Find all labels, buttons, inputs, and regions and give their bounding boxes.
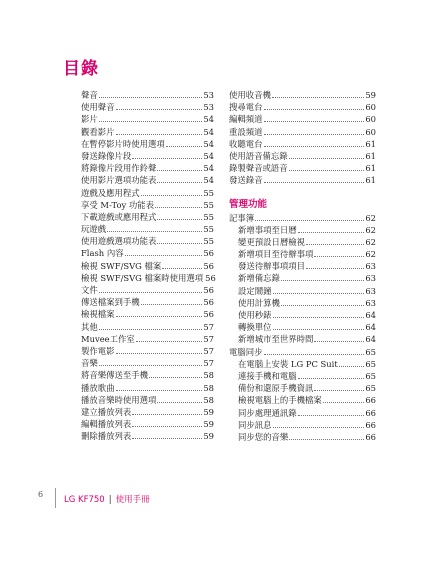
toc-entry-page: 55	[203, 199, 214, 210]
toc-entry[interactable]	[81, 321, 214, 333]
toc-entry-page: 58	[203, 394, 214, 405]
toc-entry-label: 檢視檔案	[81, 309, 115, 320]
toc-entry-page: 54	[203, 175, 214, 186]
toc-entry-label: 搜尋電台	[229, 102, 263, 113]
dot-leader	[99, 321, 203, 330]
toc-entry[interactable]	[81, 284, 214, 296]
dot-leader	[281, 272, 364, 281]
toc-entry-page: 56	[203, 309, 214, 320]
dot-leader	[314, 382, 364, 391]
toc-entry[interactable]	[229, 138, 376, 150]
toc-entry[interactable]	[81, 247, 214, 259]
dot-leader	[99, 89, 203, 98]
toc-entry-label: 檢視電腦上的手機檔案	[238, 395, 322, 406]
toc-entry[interactable]	[81, 272, 214, 284]
toc-entry-label: 建立播放列表	[81, 406, 132, 417]
toc-entry-page: 65	[365, 358, 376, 369]
dot-leader	[306, 260, 364, 269]
toc-entry-label: 檢視 SWF/SVG 檔案時使用選項	[81, 272, 204, 283]
toc-entry-label: 新增項目至待辦事項	[238, 249, 314, 260]
toc-entry-page: 56	[203, 297, 214, 308]
toc-entry-page: 62	[365, 212, 376, 223]
toc-entry[interactable]	[229, 285, 376, 297]
toc-entry[interactable]	[81, 162, 214, 174]
dot-leader	[264, 138, 365, 147]
toc-entry-label: 同步處理通訊錄	[238, 407, 297, 418]
toc-entry-page: 63	[365, 297, 376, 308]
toc-entry-label: 玩遊戲	[81, 224, 107, 235]
dot-leader	[132, 150, 202, 159]
toc-entry-page: 66	[365, 407, 376, 418]
dot-leader	[264, 113, 365, 122]
toc-entry[interactable]	[229, 394, 376, 406]
toc-entry[interactable]	[81, 296, 214, 308]
toc-entry-label: Muvee工作室	[81, 333, 135, 344]
toc-entry-page: 55	[203, 236, 214, 247]
toc-entry-label: 連接手機和電腦	[238, 370, 297, 381]
toc-entry[interactable]	[229, 333, 376, 345]
toc-entry-label: 編輯頻道	[229, 114, 263, 125]
dot-leader	[289, 431, 364, 440]
toc-entry-page: 57	[203, 321, 214, 332]
section-heading-management: 管理功能	[229, 198, 268, 210]
dot-leader	[157, 211, 202, 220]
toc-left-column	[81, 89, 214, 442]
toc-entry-page: 62	[365, 236, 376, 247]
toc-entry-label: 影片	[81, 114, 98, 125]
toc-entry-label: 使用語音備忘錄	[229, 150, 288, 161]
dot-leader	[99, 357, 203, 366]
toc-entry-label: 新增城市至世界時間	[238, 334, 314, 345]
toc-entry-label: 聲音	[81, 90, 98, 100]
toc-entry-page: 59	[203, 406, 214, 417]
toc-entry-label: 同步您的音樂	[238, 431, 289, 442]
toc-entry-label: 享受 M-Toy 功能表	[81, 199, 155, 210]
toc-entry[interactable]	[229, 297, 376, 309]
toc-entry[interactable]	[229, 174, 376, 186]
toc-entry-page: 63	[365, 261, 376, 272]
toc-entry-page: 54	[203, 126, 214, 137]
toc-entry-page: 60	[365, 102, 376, 113]
toc-entry[interactable]	[229, 358, 376, 370]
dot-leader	[255, 212, 364, 221]
dot-leader	[99, 284, 203, 293]
toc-entry-label: 將錄像片段用作鈴聲	[81, 163, 157, 174]
toc-entry[interactable]	[229, 272, 376, 284]
toc-entry-page: 60	[365, 114, 376, 125]
toc-entry-page: 63	[365, 285, 376, 296]
toc-entry[interactable]	[81, 126, 214, 138]
dot-leader	[289, 162, 365, 171]
toc-entry[interactable]	[81, 138, 214, 150]
dot-leader	[157, 174, 202, 183]
toc-entry[interactable]	[229, 212, 376, 224]
toc-entry[interactable]	[229, 248, 376, 260]
toc-entry-page: 56	[203, 285, 214, 295]
toc-entry[interactable]	[81, 260, 214, 272]
toc-entry-page: 56	[205, 272, 216, 283]
toc-entry-page: 53	[203, 102, 214, 113]
toc-entry[interactable]	[81, 113, 214, 125]
toc-entry-label: 重設頻道	[229, 126, 263, 137]
toc-entry-label: 備份和還原手機資訊	[238, 383, 314, 394]
dot-leader	[116, 126, 203, 135]
dot-leader	[314, 333, 364, 342]
toc-entry[interactable]	[229, 382, 376, 394]
dot-leader	[141, 296, 203, 305]
dot-leader	[116, 382, 203, 391]
dot-leader	[116, 345, 203, 354]
toc-entry[interactable]	[81, 235, 214, 247]
dot-leader	[125, 247, 203, 256]
toc-entry-label: 檢視 SWF/SVG 檔案	[81, 260, 162, 271]
dot-leader	[162, 260, 202, 269]
toc-entry[interactable]	[229, 126, 376, 138]
dot-leader	[157, 162, 202, 171]
dot-leader	[298, 370, 365, 379]
toc-entry-label: 變更預設日曆檢視	[238, 236, 305, 247]
toc-entry[interactable]	[229, 101, 376, 113]
dot-leader	[116, 101, 203, 110]
toc-entry[interactable]	[229, 224, 376, 236]
toc-entry[interactable]	[81, 382, 214, 394]
toc-entry-page: 55	[203, 211, 214, 222]
dot-leader	[314, 248, 364, 257]
toc-entry-page: 65	[365, 346, 376, 357]
toc-entry[interactable]	[229, 346, 376, 358]
toc-entry-page: 57	[203, 333, 214, 344]
toc-entry[interactable]	[81, 369, 214, 381]
toc-entry[interactable]	[229, 321, 376, 333]
toc-entry-label: 發送待辦事項項目	[238, 261, 305, 272]
toc-entry-label: 其他	[81, 321, 98, 332]
toc-entry[interactable]	[229, 407, 376, 419]
dot-leader	[273, 285, 365, 294]
toc-entry-label: 使用聲音	[81, 102, 115, 113]
toc-entry-label: 製作電影	[81, 345, 115, 356]
page-number: 6	[38, 490, 44, 499]
dot-leader	[339, 358, 365, 367]
dot-leader	[264, 126, 365, 135]
toc-entry-page: 54	[203, 114, 214, 125]
toc-entry-label: Flash 內容	[81, 248, 124, 259]
toc-entry-label: 音樂	[81, 358, 98, 369]
toc-entry[interactable]	[81, 223, 214, 235]
dot-leader	[149, 369, 202, 378]
toc-entry-page: 57	[203, 358, 214, 369]
toc-entry-label: 使用遊戲選項功能表	[81, 236, 157, 247]
toc-entry[interactable]	[81, 199, 214, 211]
toc-entry-label: 播放音樂時使用選項	[81, 394, 157, 405]
dot-leader	[264, 174, 365, 183]
toc-entry-label: 使用收音機	[229, 90, 271, 100]
dot-leader	[323, 394, 365, 403]
toc-entry-label: 刪除播放列表	[81, 431, 132, 442]
toc-entry[interactable]	[81, 357, 214, 369]
dot-leader	[166, 138, 203, 147]
toc-entry[interactable]	[229, 370, 376, 382]
footer	[64, 493, 150, 505]
toc-entry-label: 新增備忘錄	[238, 273, 280, 284]
toc-entry-page: 54	[203, 163, 214, 174]
toc-entry-page: 53	[203, 90, 214, 100]
toc-entry-label: 觀看影片	[81, 126, 115, 137]
toc-entry-page: 64	[365, 322, 376, 333]
toc-entry-page: 58	[203, 382, 214, 393]
dot-leader	[272, 89, 364, 98]
toc-entry[interactable]	[81, 211, 214, 223]
dot-leader	[298, 224, 365, 233]
toc-entry-page: 55	[203, 224, 214, 235]
toc-entry[interactable]	[81, 406, 214, 418]
toc-entry-label: 使用影片選項功能表	[81, 175, 157, 186]
dot-leader	[157, 235, 202, 244]
toc-entry-page: 66	[365, 431, 376, 442]
toc-entry[interactable]	[229, 162, 376, 174]
toc-entry-label: 同步訊息	[238, 419, 272, 430]
dot-leader	[264, 101, 365, 110]
toc-entry-page: 63	[365, 273, 376, 284]
toc-entry[interactable]	[229, 309, 376, 321]
dot-leader	[281, 297, 364, 306]
dot-leader	[264, 346, 365, 355]
toc-entry-page: 61	[365, 175, 376, 186]
toc-entry-label: 下載遊戲或應用程式	[81, 211, 157, 222]
dot-leader	[157, 394, 202, 403]
toc-entry-page: 66	[365, 395, 376, 406]
toc-entry-page: 61	[365, 138, 376, 149]
dot-leader	[298, 407, 365, 416]
footer-divider	[55, 488, 56, 508]
toc-entry-label: 遊戲及應用程式	[81, 187, 140, 198]
dot-leader	[155, 199, 202, 208]
toc-entry[interactable]	[81, 89, 214, 101]
toc-entry-page: 55	[203, 187, 214, 198]
page-title: 目錄	[63, 59, 99, 79]
dot-leader	[141, 187, 203, 196]
dot-leader	[306, 236, 364, 245]
dot-leader	[132, 430, 202, 439]
toc-entry-page: 62	[365, 249, 376, 260]
toc-right-column	[229, 89, 376, 443]
footer-guide: 使用手冊	[115, 495, 150, 505]
toc-entry[interactable]	[229, 150, 376, 162]
toc-entry[interactable]	[81, 101, 214, 113]
toc-entry-page: 54	[203, 138, 214, 149]
toc-entry[interactable]	[81, 333, 214, 345]
toc-entry-page: 64	[365, 310, 376, 320]
dot-leader	[132, 406, 202, 415]
toc-entry-label: 傳送檔案到手機	[81, 297, 140, 308]
toc-entry-page: 59	[203, 431, 214, 442]
toc-entry-page: 65	[365, 370, 376, 381]
dot-leader	[132, 418, 202, 427]
toc-entry[interactable]	[81, 394, 214, 406]
toc-entry[interactable]	[81, 150, 214, 162]
dot-leader	[273, 321, 365, 330]
toc-entry-page: 62	[365, 224, 376, 235]
toc-entry-label: 使用秒錶	[238, 310, 272, 320]
toc-entry[interactable]	[81, 345, 214, 357]
toc-entry-page: 54	[203, 150, 214, 161]
toc-entry[interactable]	[81, 187, 214, 199]
toc-entry-label: 轉換單位	[238, 322, 272, 333]
toc-entry-label: 使用計算機	[238, 297, 280, 308]
toc-entry-page: 57	[203, 345, 214, 356]
toc-entry-label: 發送錄音	[229, 175, 263, 186]
toc-entry-label: 將音樂傳送至手機	[81, 370, 148, 381]
toc-entry-page: 59	[365, 90, 376, 100]
toc-entry-label: 文件	[81, 285, 98, 295]
footer-model: LG KF750	[64, 495, 105, 505]
dot-leader	[273, 419, 365, 428]
toc-entry-page: 65	[365, 383, 376, 394]
toc-entry-page: 61	[365, 163, 376, 174]
dot-leader	[107, 223, 202, 232]
footer-separator: |	[108, 495, 112, 505]
dot-leader	[116, 308, 203, 317]
toc-entry-label: 在暫停影片時使用選項	[81, 138, 165, 149]
toc-entry-label: 發送錄像片段	[81, 150, 132, 161]
toc-entry[interactable]	[229, 236, 376, 248]
dot-leader	[136, 333, 203, 342]
toc-entry-page: 56	[203, 248, 214, 259]
toc-entry-label: 在電腦上安裝 LG PC Suit	[238, 358, 338, 369]
toc-entry[interactable]	[81, 308, 214, 320]
toc-entry[interactable]	[229, 419, 376, 431]
toc-entry-page: 56	[203, 260, 214, 271]
toc-entry[interactable]	[229, 260, 376, 272]
toc-entry[interactable]	[81, 430, 214, 442]
toc-entry-page: 59	[203, 419, 214, 430]
toc-entry-page: 61	[365, 150, 376, 161]
toc-entry-label: 電腦同步	[229, 346, 263, 357]
toc-entry-label: 收聽電台	[229, 138, 263, 149]
toc-entry[interactable]	[229, 113, 376, 125]
toc-entry-label: 播放歌曲	[81, 382, 115, 393]
toc-entry[interactable]	[81, 418, 214, 430]
toc-entry-label: 錄製聲音或語音	[229, 163, 288, 174]
dot-leader	[273, 309, 365, 318]
toc-entry[interactable]	[229, 431, 376, 443]
toc-entry-label: 新增事項至日曆	[238, 224, 297, 235]
toc-entry-page: 66	[365, 419, 376, 430]
toc-entry-page: 64	[365, 334, 376, 345]
toc-entry-page: 58	[203, 370, 214, 381]
toc-entry-label: 設定鬧鐘	[238, 285, 272, 296]
dot-leader	[99, 113, 203, 122]
toc-entry-label: 記事簿	[229, 212, 255, 223]
toc-entry[interactable]	[229, 89, 376, 101]
toc-entry-page: 60	[365, 126, 376, 137]
dot-leader	[289, 150, 365, 159]
toc-entry-label: 編輯播放列表	[81, 419, 132, 430]
toc-entry[interactable]	[81, 174, 214, 186]
